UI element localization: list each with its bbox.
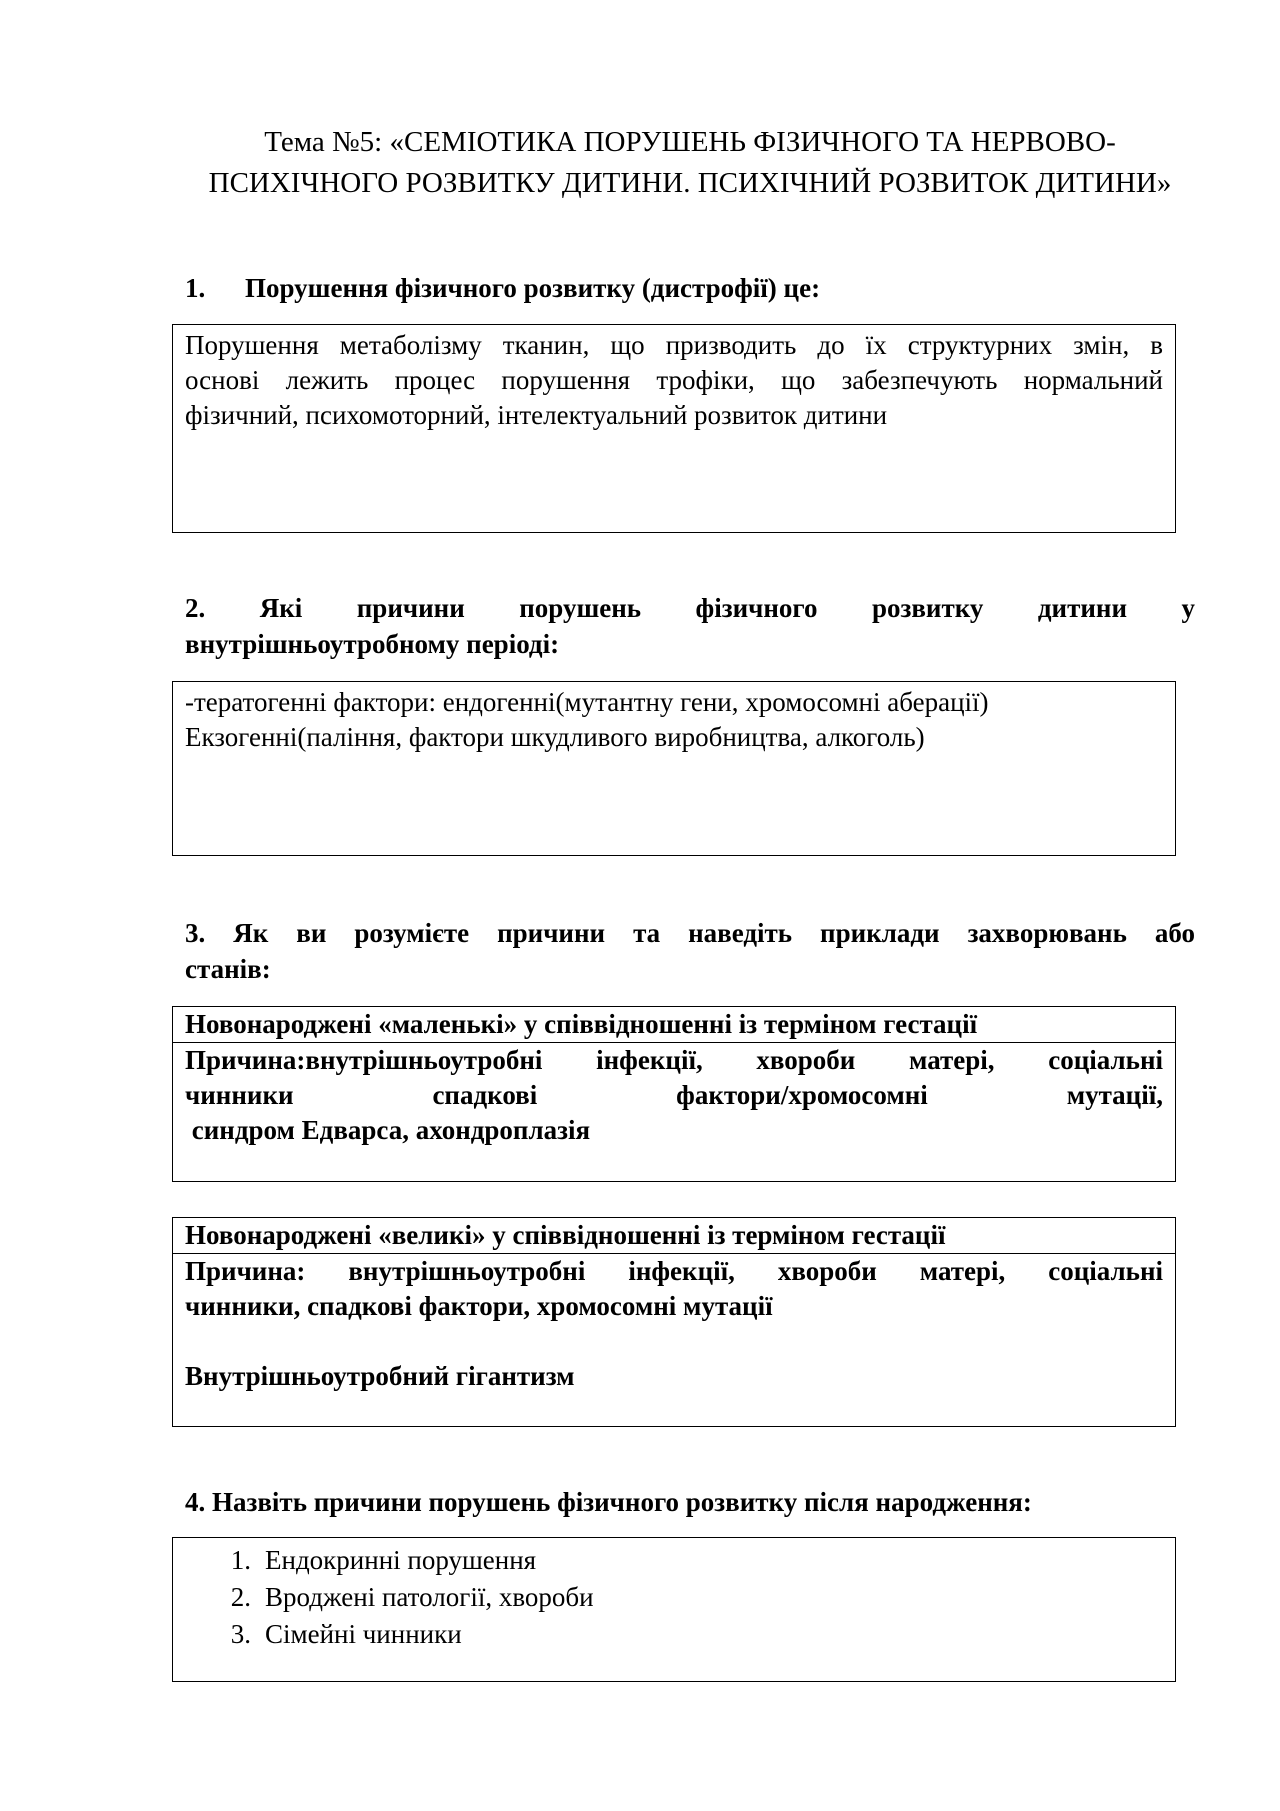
answer-1-line-1: Порушення метаболізму тканин, що призводить до їх структурних змін, в [185, 330, 1163, 360]
question-4-text: 4. Назвіть причини порушень фізичного розвитку після народження: [185, 1487, 1032, 1517]
answer-table-large-newborns[interactable] [172, 1217, 1176, 1427]
question-3-line-1: 3. Як ви розумієте причини та наведіть приклади захворювань або [185, 918, 1195, 948]
title-line-1: Тема №5: «СЕМІОТИКА ПОРУШЕНЬ ФІЗИЧНОГО ТА НЕРВОВО- [264, 126, 1116, 158]
question-4 [185, 1484, 1195, 1520]
answer-2-line-1: -тератогенні фактори: ендогенні(мутантну гени, хромосомні аберації) [185, 687, 989, 717]
question-2-line-1: 2. Які причини порушень фізичного розвитку дитини у [185, 593, 1195, 623]
list-item-text: Вроджені патології, хвороби [265, 1582, 594, 1612]
table-2-body [173, 1254, 1175, 1394]
table-2-line-3: Внутрішньоутробний гігантизм [185, 1361, 575, 1391]
answer-box-2[interactable] [172, 681, 1176, 856]
answer-4-list [173, 1538, 1175, 1653]
question-3-line-2: станів: [185, 954, 271, 984]
question-1-number: 1. [185, 273, 206, 303]
table-2-header: Новонароджені «великі» у співвідношенні із терміном гестації [173, 1218, 1175, 1254]
table-2-line-1: Причина: внутрішньоутробні інфекції, хвороби матері, соціальні [185, 1256, 1163, 1286]
list-item [173, 1579, 1175, 1616]
list-item [173, 1616, 1175, 1653]
list-item [173, 1542, 1175, 1579]
list-item-number: 1. [230, 1545, 251, 1575]
answer-1-line-3: фізичний, психомоторний, інтелектуальний розвиток дитини [185, 400, 888, 430]
answer-table-small-newborns[interactable] [172, 1006, 1176, 1182]
answer-1-text [173, 325, 1175, 433]
table-1-line-3: синдром Едварса, ахондроплазія [185, 1115, 591, 1145]
table-1-line-1: Причина:внутрішньоутробні інфекції, хвороби матері, соціальні [185, 1045, 1163, 1075]
answer-2-text [173, 682, 1175, 755]
answer-2-line-2: Екзогенні(паління, фактори шкудливого виробництва, алкоголь) [185, 722, 925, 752]
list-item-text: Сімейні чинники [265, 1619, 462, 1649]
list-item-number: 3. [230, 1619, 251, 1649]
answer-box-4[interactable] [172, 1537, 1176, 1682]
answer-box-1[interactable] [172, 324, 1176, 533]
question-2-line-2: внутрішньоутробному періоді: [185, 629, 560, 659]
question-3 [185, 915, 1195, 987]
table-2-blank-line [185, 1324, 1163, 1359]
table-2-line-2: чинники, спадкові фактори, хромосомні мутації [185, 1291, 773, 1321]
page-title [150, 122, 1230, 204]
list-item-number: 2. [230, 1582, 251, 1612]
list-item-text: Ендокринні порушення [265, 1545, 537, 1575]
answer-1-line-2: основі лежить процес порушення трофіки, що забезпечують нормальний [185, 365, 1163, 395]
table-1-header: Новонароджені «маленькі» у співвідношенні із терміном гестації [173, 1007, 1175, 1043]
title-line-2: ПСИХІЧНОГО РОЗВИТКУ ДИТИНИ. ПСИХІЧНИЙ РОЗВИТОК ДИТИНИ» [208, 167, 1172, 199]
table-1-line-2: чинники спадкові фактори/хромосомні мутації, [185, 1080, 1163, 1110]
question-2 [185, 590, 1195, 662]
table-1-body [173, 1043, 1175, 1148]
question-1-text: Порушення фізичного розвитку (дистрофії) це: [245, 273, 821, 303]
question-1 [185, 270, 1195, 306]
